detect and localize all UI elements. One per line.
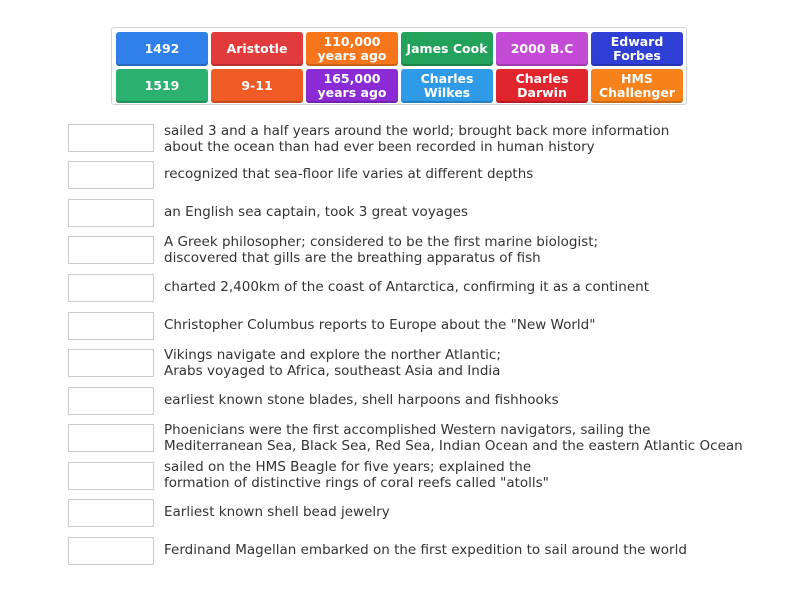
answer-tile-edward-forbes[interactable]: Edward Forbes bbox=[591, 32, 683, 66]
clue-text: sailed 3 and a half years around the world; brought back more information about the ocean than had ever been recorded in human history bbox=[164, 123, 670, 155]
answer-tile-aristotle[interactable]: Aristotle bbox=[211, 32, 303, 66]
answer-tile-9-11[interactable]: 9-11 bbox=[211, 69, 303, 103]
drop-zone[interactable] bbox=[68, 199, 154, 227]
drop-zone[interactable] bbox=[68, 236, 154, 264]
clue-text: A Greek philosopher; considered to be the first marine biologist; discovered that gills are the breathing apparatus of fish bbox=[164, 234, 599, 266]
drop-zone[interactable] bbox=[68, 537, 154, 565]
answer-tile-james-cook[interactable]: James Cook bbox=[401, 32, 493, 66]
clue-text: Vikings navigate and explore the norther Atlantic; Arabs voyaged to Africa, southeast Asia and India bbox=[164, 347, 501, 379]
answer-tile-110000-years-ago[interactable]: 110,000 years ago bbox=[306, 32, 398, 66]
drop-zone[interactable] bbox=[68, 312, 154, 340]
answer-tile-hms-challenger[interactable]: HMS Challenger bbox=[591, 69, 683, 103]
drop-zone[interactable] bbox=[68, 387, 154, 415]
clue-text: recognized that sea-floor life varies at different depths bbox=[164, 166, 534, 182]
clue-text: an English sea captain, took 3 great voyages bbox=[164, 204, 468, 220]
answer-tile-2000-bc[interactable]: 2000 B.C bbox=[496, 32, 588, 66]
drop-zone[interactable] bbox=[68, 499, 154, 527]
clue-text: earliest known stone blades, shell harpoons and fishhooks bbox=[164, 392, 559, 408]
clue-text: sailed on the HMS Beagle for five years; explained the formation of distinctive rings of coral reefs called "atolls" bbox=[164, 459, 549, 491]
clue-text: Christopher Columbus reports to Europe about the "New World" bbox=[164, 317, 596, 333]
clue-text: charted 2,400km of the coast of Antarctica, confirming it as a continent bbox=[164, 279, 650, 295]
drop-zone[interactable] bbox=[68, 424, 154, 452]
answer-tile-165000-years-ago[interactable]: 165,000 years ago bbox=[306, 69, 398, 103]
answer-tile-charles-wilkes[interactable]: Charles Wilkes bbox=[401, 69, 493, 103]
answer-tile-charles-darwin[interactable]: Charles Darwin bbox=[496, 69, 588, 103]
drop-zone[interactable] bbox=[68, 274, 154, 302]
answer-tile-1519[interactable]: 1519 bbox=[116, 69, 208, 103]
drop-zone[interactable] bbox=[68, 462, 154, 490]
clue-text: Earliest known shell bead jewelry bbox=[164, 504, 390, 520]
drop-zone[interactable] bbox=[68, 124, 154, 152]
drop-zone[interactable] bbox=[68, 161, 154, 189]
clue-text: Phoenicians were the first accomplished Western navigators, sailing the Mediterranean Sea, Black Sea, Red Sea, Indian Ocean and the eastern Atlantic Ocean bbox=[164, 422, 743, 454]
drop-zone[interactable] bbox=[68, 349, 154, 377]
clue-text: Ferdinand Magellan embarked on the first expedition to sail around the world bbox=[164, 542, 687, 558]
answer-bank bbox=[111, 27, 687, 105]
answer-tile-1492[interactable]: 1492 bbox=[116, 32, 208, 66]
